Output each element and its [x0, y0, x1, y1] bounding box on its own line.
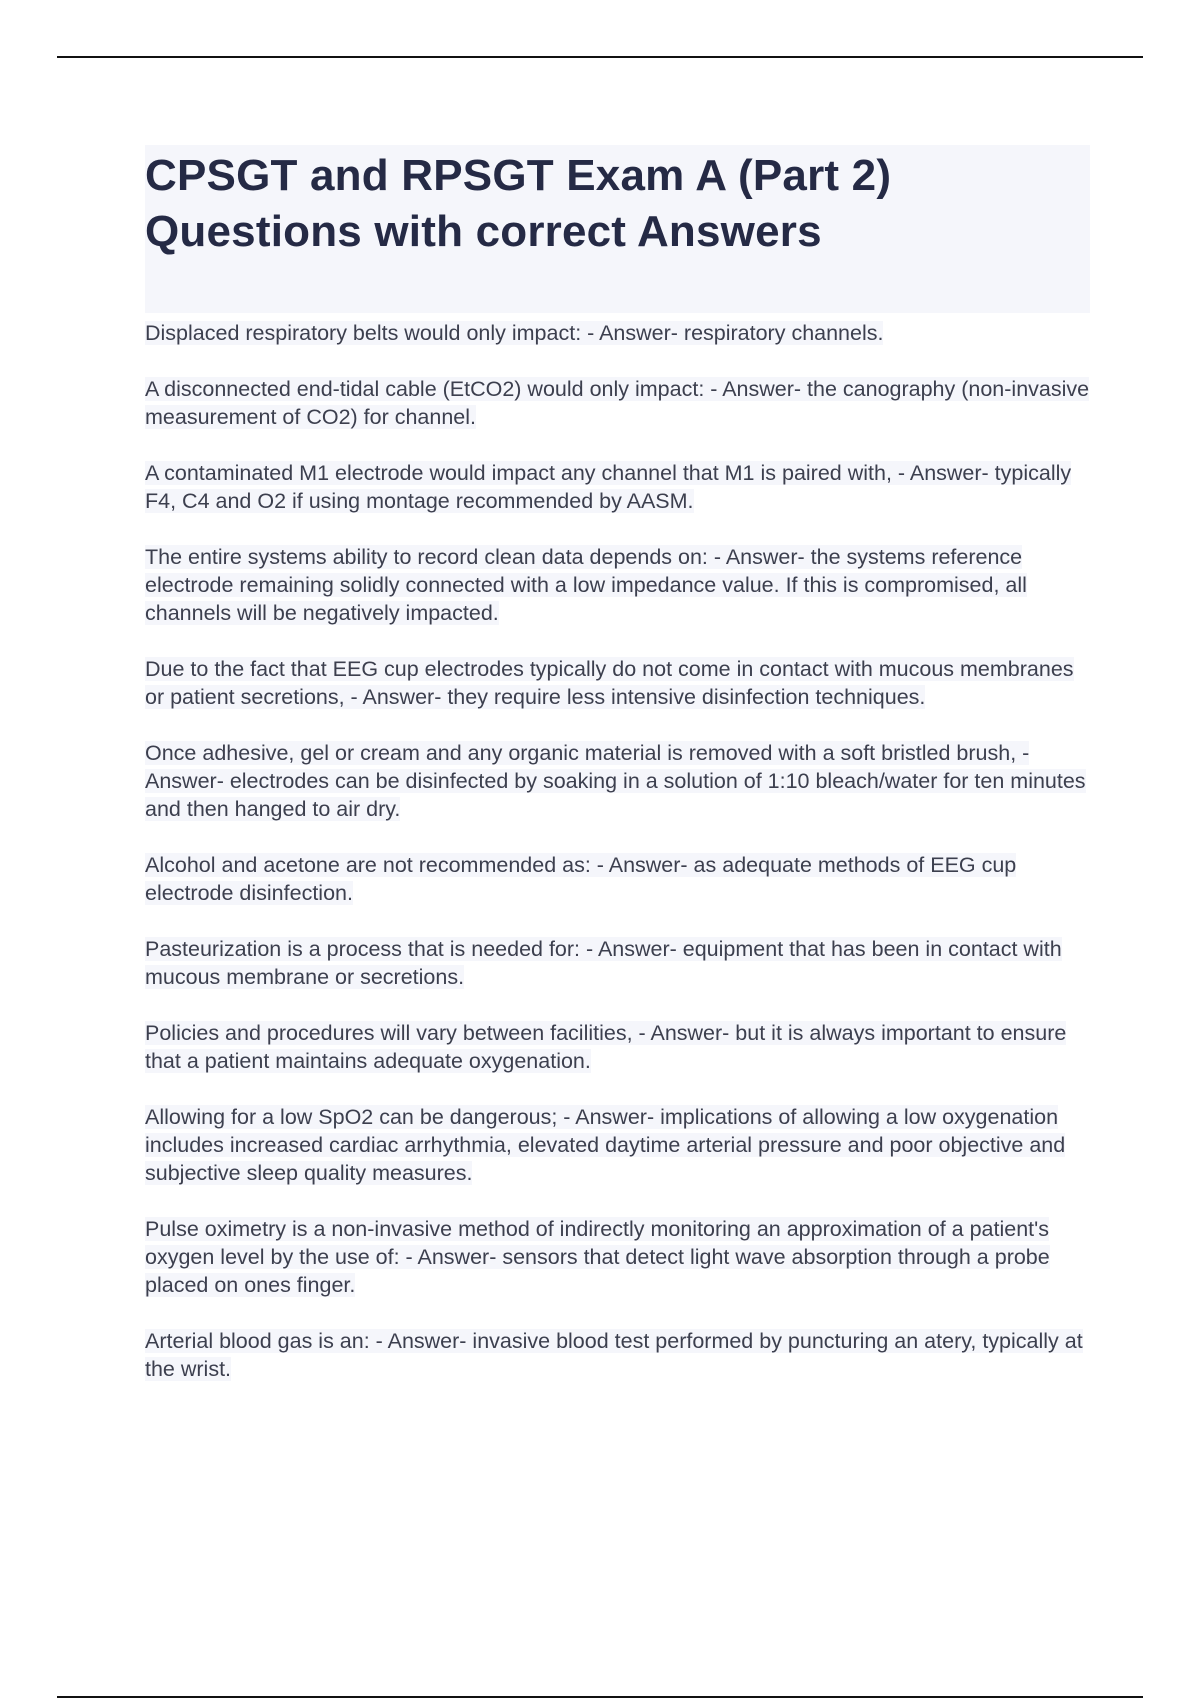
qa-item	[145, 319, 1090, 347]
top-rule	[57, 56, 1143, 58]
qa-item-text: Due to the fact that EEG cup electrodes typically do not come in contact with mucous membranes or patient secretions, - Answer- they require less intensive disinfection techniques.	[145, 657, 1074, 709]
bottom-rule	[57, 1696, 1143, 1698]
qa-item	[145, 1019, 1090, 1075]
qa-item-text: Pulse oximetry is a non-invasive method of indirectly monitoring an approximation of a patient's oxygen level by the use of: - Answer- sensors that detect light wave absorption through a probe placed on ones finger.	[145, 1217, 1050, 1297]
qa-item-text: Alcohol and acetone are not recommended as: - Answer- as adequate methods of EEG cup electrode disinfection.	[145, 853, 1017, 905]
qa-item-text: The entire systems ability to record clean data depends on: - Answer- the systems reference electrode remaining solidly connected with a low impedance value. If this is compromised, all channels will be negatively impacted.	[145, 545, 1027, 625]
qa-item-text: Displaced respiratory belts would only impact: - Answer- respiratory channels.	[145, 321, 884, 345]
qa-item-text: A disconnected end-tidal cable (EtCO2) would only impact: - Answer- the canography (non-invasive measurement of CO2) for channel.	[145, 377, 1090, 429]
qa-item-text: A contaminated M1 electrode would impact any channel that M1 is paired with, - Answer- typically F4, C4 and O2 if using montage recommended by AASM.	[145, 461, 1072, 513]
qa-item	[145, 1327, 1090, 1383]
document-body	[145, 145, 1090, 1411]
qa-item-text: Policies and procedures will vary between facilities, - Answer- but it is always important to ensure that a patient maintains adequate oxygenation.	[145, 1021, 1067, 1073]
qa-item	[145, 935, 1090, 991]
title-block	[145, 145, 1090, 313]
qa-item-text: Arterial blood gas is an: - Answer- invasive blood test performed by puncturing an atery, typically at the wrist.	[145, 1329, 1083, 1381]
qa-item-text: Pasteurization is a process that is needed for: - Answer- equipment that has been in contact with mucous membrane or secretions.	[145, 937, 1062, 989]
qa-item	[145, 739, 1090, 823]
qa-item-text: Allowing for a low SpO2 can be dangerous; - Answer- implications of allowing a low oxygenation includes increased cardiac arrhythmia, elevated daytime arterial pressure and poor objective and subjective sleep quality measures.	[145, 1105, 1066, 1185]
qa-item-text: Once adhesive, gel or cream and any organic material is removed with a soft bristled brush, - Answer- electrodes can be disinfected by soaking in a solution of 1:10 bleach/water for ten minutes and then hanged to air dry.	[145, 741, 1086, 821]
qa-item	[145, 459, 1090, 515]
document-title: CPSGT and RPSGT Exam A (Part 2) Questions with correct Answers	[145, 151, 892, 256]
qa-item	[145, 851, 1090, 907]
qa-item	[145, 1215, 1090, 1299]
qa-item	[145, 655, 1090, 711]
qa-item	[145, 543, 1090, 627]
qa-item	[145, 375, 1090, 431]
qa-item	[145, 1103, 1090, 1187]
qa-list	[145, 319, 1090, 1383]
